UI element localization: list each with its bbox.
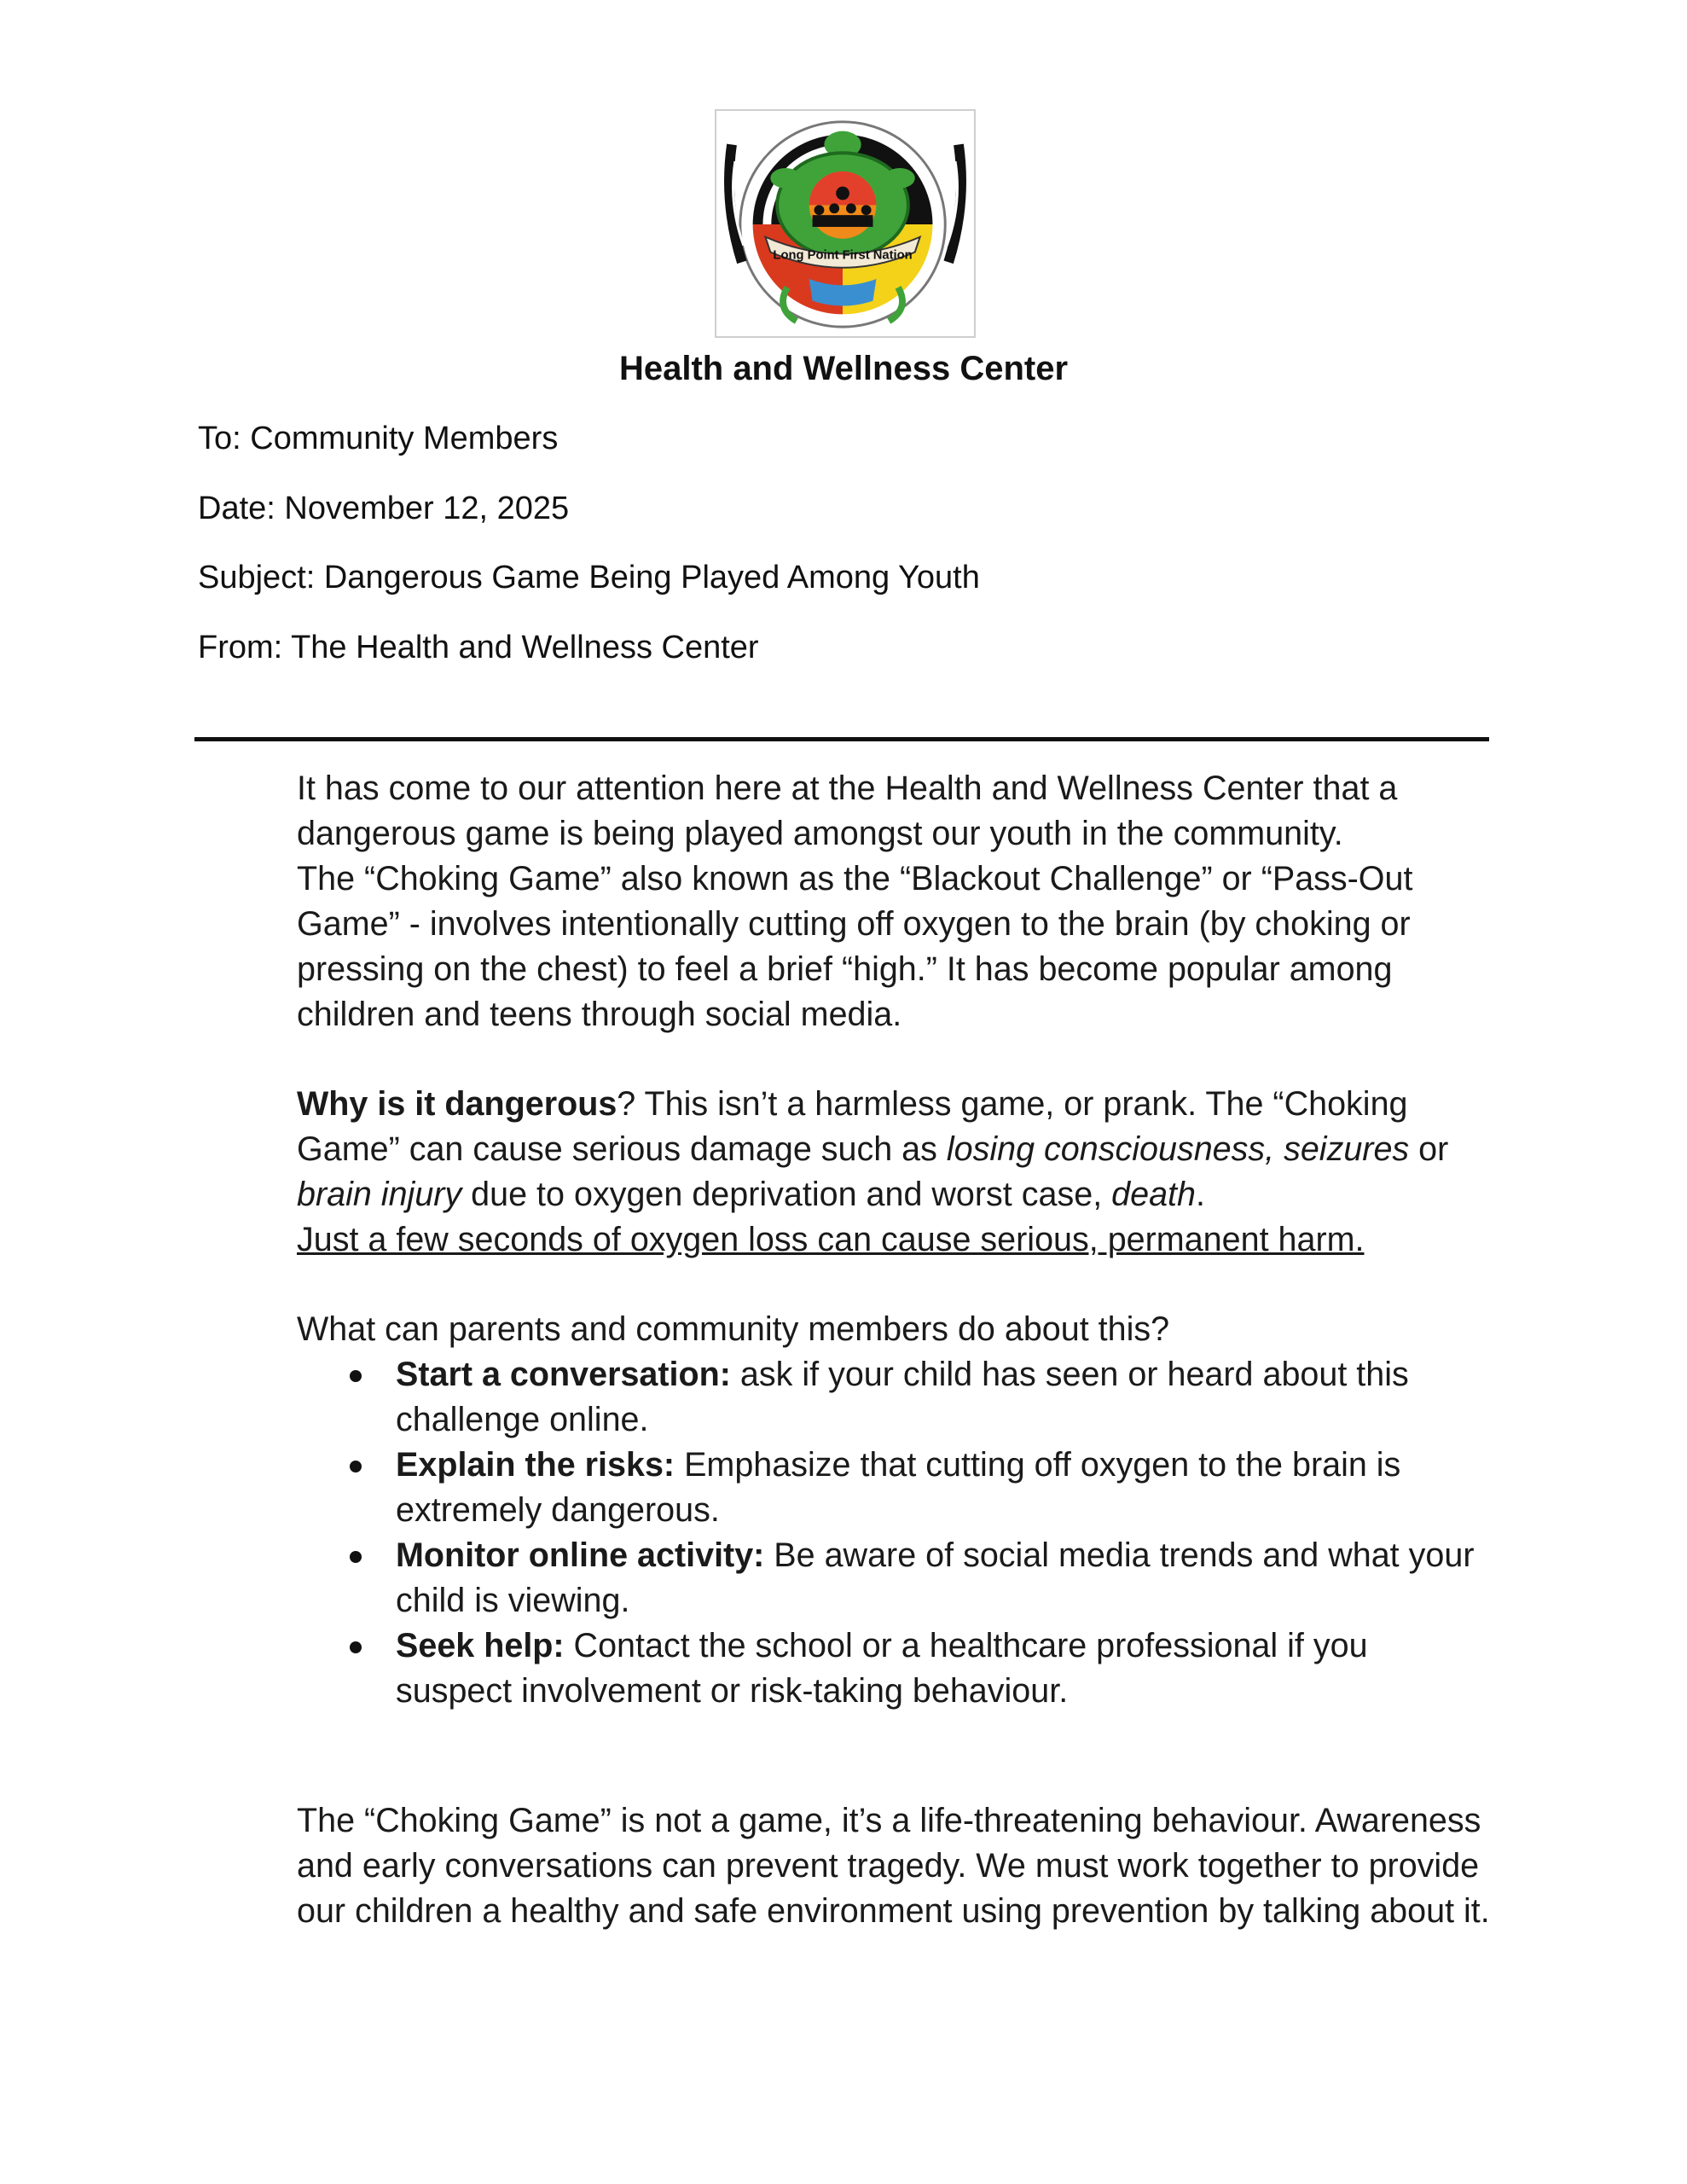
bullet-icon: [350, 1461, 362, 1472]
closing-text: The “Choking Game” is not a game, it’s a life-threatening behaviour. Awareness and early conversations can prevent tragedy. We must work together to provide our children a healthy and safe environment using prevention by talking about it.: [297, 1802, 1490, 1930]
danger-text-a: ? This isn’t a harmless game, or prank. The “Choking Game” can cause serious damage such as: [297, 1085, 1408, 1168]
list-item-text: ask if your child has seen or heard about this challenge online.: [396, 1356, 1409, 1438]
memo-subject: Subject: Dangerous Game Being Played Among Youth: [198, 560, 980, 595]
list-item-text: Emphasize that cutting off oxygen to the brain is extremely dangerous.: [396, 1446, 1401, 1529]
list-item: [297, 1443, 1491, 1533]
list-item-label: Monitor online activity:: [396, 1536, 765, 1574]
list-item-text: Be aware of social media trends and what your child is viewing.: [396, 1536, 1475, 1619]
bullet-icon: [350, 1641, 362, 1653]
bullet-icon: [350, 1370, 362, 1382]
memo-date: Date: November 12, 2025: [198, 491, 570, 526]
bullet-icon: [350, 1551, 362, 1563]
danger-italic-a: losing consciousness, seizures: [946, 1130, 1410, 1168]
memo-to: To: Community Members: [198, 421, 559, 456]
intro-line-1: It has come to our attention here at the Health and Wellness Center that a dangerous game is being played amongst our youth in the community.: [297, 770, 1398, 852]
list-item: [297, 1623, 1491, 1714]
divider-rule: [194, 737, 1489, 741]
list-item-label: Explain the risks:: [396, 1446, 675, 1484]
intro-line-2: The “Choking Game” also known as the “Blackout Challenge” or “Pass-Out Game” - involves intentionally cutting off oxygen to the brain (by choking or pressing on the chest) to feel a brief “high.” It has become popular among children and teens through social media.: [297, 860, 1413, 1033]
long-point-first-nation-logo: [715, 109, 976, 338]
danger-text-d: .: [1196, 1176, 1205, 1213]
actions-list: [297, 1352, 1491, 1714]
danger-paragraph: [297, 1082, 1491, 1263]
memo-from: From: The Health and Wellness Center: [198, 630, 759, 665]
danger-text-c: due to oxygen deprivation and worst case,: [461, 1176, 1112, 1213]
danger-warning-underlined: Just a few seconds of oxygen loss can cause serious, permanent harm.: [297, 1221, 1365, 1258]
logo-banner-text: Long Point First Nation: [773, 248, 913, 263]
list-item-label: Seek help:: [396, 1627, 565, 1664]
danger-heading: Why is it dangerous: [297, 1085, 617, 1123]
actions-question: What can parents and community members do about this?: [297, 1310, 1170, 1348]
intro-paragraph: [297, 766, 1491, 1037]
list-item-label: Start a conversation:: [396, 1356, 731, 1393]
page-title: Health and Wellness Center: [618, 350, 1069, 387]
danger-italic-b: brain injury: [297, 1176, 462, 1213]
danger-italic-c: death: [1111, 1176, 1196, 1213]
actions-section: [297, 1307, 1491, 1714]
list-item-text: Contact the school or a healthcare professional if you suspect involvement or risk-taking behaviour.: [396, 1627, 1368, 1710]
closing-paragraph: [297, 1798, 1491, 1934]
danger-text-b: or: [1409, 1130, 1449, 1168]
list-item: [297, 1533, 1491, 1623]
list-item: [297, 1352, 1491, 1443]
